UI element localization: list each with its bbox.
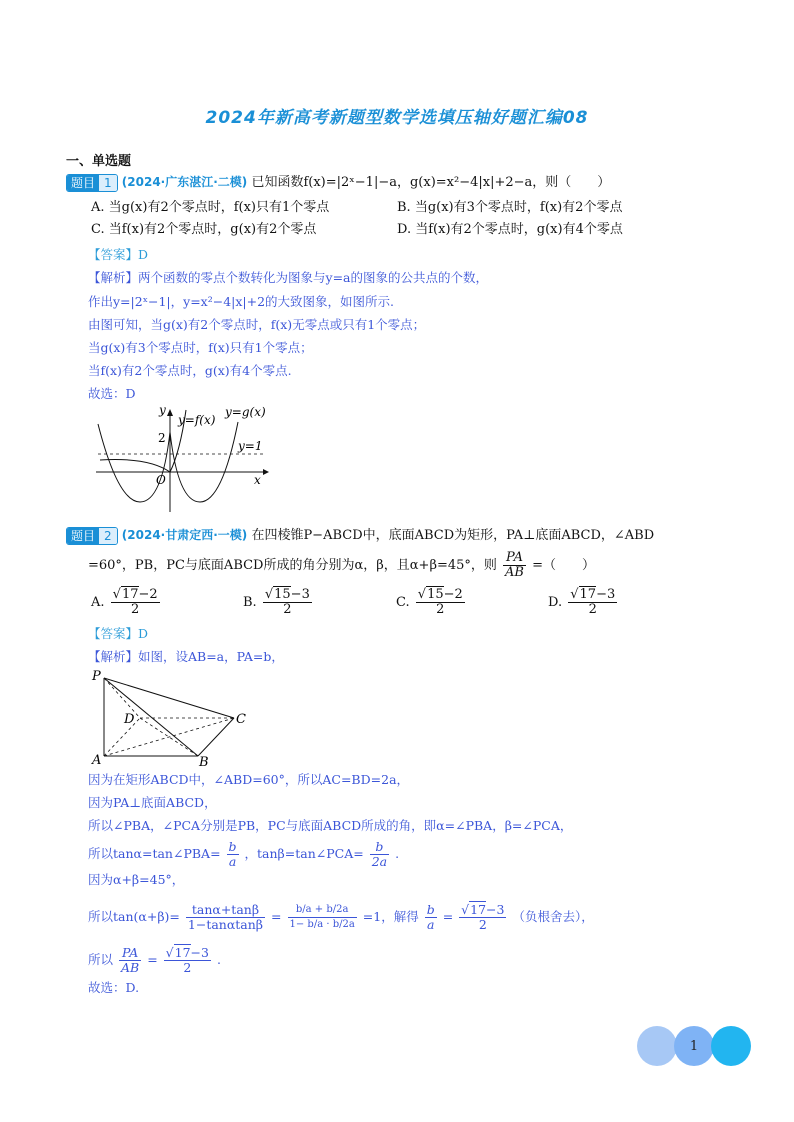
tick-2-label: 2	[158, 431, 166, 445]
analysis-line: 故选：D	[88, 386, 136, 401]
analysis-line: 因为在矩形ABCD中，∠ABD=60°，所以AC=BD=2a，	[88, 772, 410, 787]
question-stem: 已知函数f(x)=|2ˣ−1|−a，g(x)=x²−4|x|+2−a，则（ ）	[251, 175, 611, 190]
page-dot-right	[711, 1026, 751, 1066]
analysis-line: 作出y=|2ˣ−1|，y=x²−4|x|+2的大致图象，如图所示.	[88, 294, 395, 309]
option-b: B. $\frac{√15-3}{2}$	[243, 587, 310, 617]
document-title: 2024年新高考新题型数学选填压轴好题汇编08	[205, 108, 589, 128]
option-a: A. 当g(x)有2个零点时，f(x)只有1个零点	[91, 200, 330, 215]
tan-line: 所以tanα=tan∠PBA= $\frac{b}{a}$ ，tanβ=tan∠PCA= $\frac{b}{2a}$ .	[88, 839, 400, 869]
question-2-header	[66, 525, 654, 546]
function-graph	[88, 402, 278, 514]
answer-line: 【答案】D	[88, 247, 149, 262]
section-heading: 一、单选题	[66, 154, 132, 169]
vertex-b-label: B	[199, 755, 209, 770]
vertex-p-label: P	[92, 669, 101, 684]
vertex-d-label: D	[124, 712, 135, 727]
f-curve	[100, 410, 186, 472]
analysis-line: 因为PA⊥底面ABCD，	[88, 795, 217, 810]
analysis-line: 当f(x)有2个零点时，g(x)有4个零点.	[88, 363, 292, 378]
vertex-c-label: C	[236, 712, 246, 727]
tan-sum-line: 所以tan(α+β)= $\frac{\tan\alpha+\tan\beta}{1-\tan\alpha\tan\beta}$ = $\frac{b/a + b/2a}{1- b/a \cdot b/2a}$ =1，解得 $\frac{b}{a}$ = $\frac{√17-3}{2}$ （负根舍去），	[88, 902, 594, 932]
question-tag: 题目 1	[66, 174, 118, 192]
g-curve-label: y=g(x)	[225, 405, 266, 419]
x-axis-arrow	[263, 469, 269, 475]
line-y1-label: y=1	[238, 439, 263, 453]
analysis-line: 所以∠PBA，∠PCA分别是PB，PC与底面ABCD所成的角，即α=∠PBA，β=∠PCA，	[88, 818, 573, 833]
question-1-header	[66, 172, 610, 193]
question-source: (2024·广东湛江·二模)	[121, 175, 248, 189]
g-curve	[98, 422, 238, 502]
question-tag: 题目 2	[66, 527, 118, 545]
option-a: A. $\frac{√17-2}{2}$	[91, 587, 158, 617]
page-number-badge	[637, 1026, 753, 1066]
origin-label: O	[156, 473, 166, 487]
option-d: D. $\frac{√17-3}{2}$	[548, 587, 616, 617]
analysis-line: 因为α+β=45°，	[88, 872, 185, 887]
pyramid-figure	[88, 668, 258, 770]
analysis-line: 当g(x)有3个零点时，f(x)只有1个零点；	[88, 340, 313, 355]
vertex-a-label: A	[92, 753, 102, 768]
final-answer-line: 故选：D.	[88, 980, 140, 995]
y-axis-label: y	[159, 403, 166, 417]
option-b: B. 当g(x)有3个零点时，f(x)有2个零点	[397, 200, 623, 215]
x-axis-label: x	[254, 473, 261, 487]
page-number: 1	[674, 1026, 714, 1066]
option-c: C. 当f(x)有2个零点时，g(x)有2个零点	[91, 222, 317, 237]
analysis-line: 【解析】如图，设AB=a，PA=b，	[88, 649, 284, 664]
analysis-line: 由图可知，当g(x)有2个零点时，f(x)无零点或只有1个零点；	[88, 317, 426, 332]
analysis-line: 【解析】两个函数的零点个数转化为图象与y=a的图象的公共点的个数，	[88, 270, 488, 285]
option-c: C. $\frac{√15-2}{2}$	[396, 587, 463, 617]
option-d: D. 当f(x)有2个零点时，g(x)有4个零点	[397, 222, 623, 237]
f-curve-label: y=f(x)	[178, 413, 216, 427]
y-axis-arrow	[167, 409, 173, 416]
question-stem: 在四棱锥P−ABCD中，底面ABCD为矩形，PA⊥底面ABCD，∠ABD	[251, 528, 655, 543]
answer-line: 【答案】D	[88, 626, 149, 641]
result-line: 所以 $\frac{PA}{AB}$ = $\frac{√17-3}{2}$ .	[88, 945, 221, 975]
page-dot-left	[637, 1026, 677, 1066]
question-source: (2024·甘肃定西·一模)	[121, 528, 248, 542]
question-stem-line2: =60°，PB，PC与底面ABCD所成的角分别为α，β，且α+β=45°，则 $\frac{PA}{AB}$ =（ ）	[88, 550, 596, 580]
